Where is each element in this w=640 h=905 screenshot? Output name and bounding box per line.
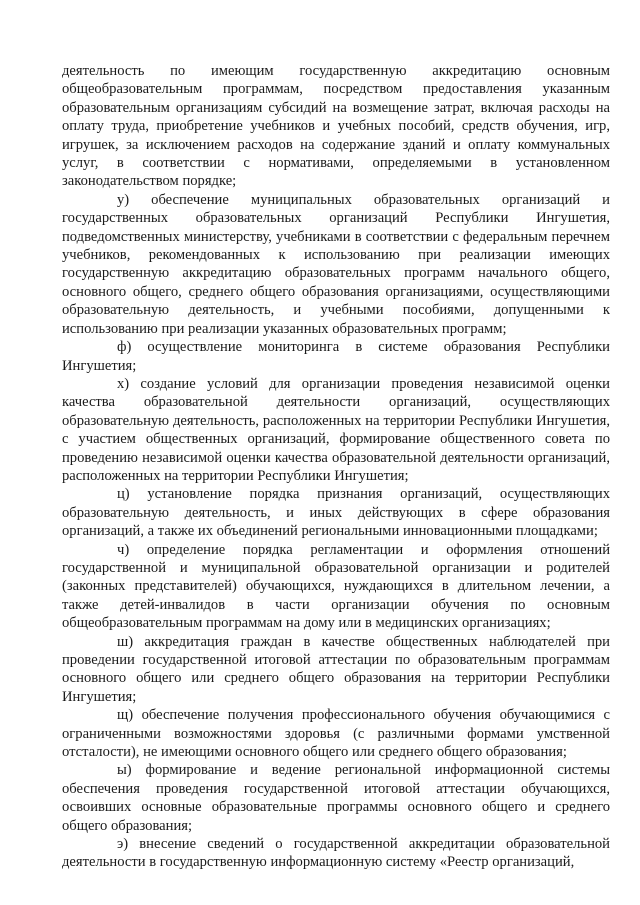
paragraph-item-ch: ч) определение порядка регламентации и оформления отношений государственной и муниципальной образовательной организации и родителей (законных представителей) обучающихся, нуждающихся в длительном лечении, а также детей-инвалидов в части организации обучения по основным общеобразовательным программам на дому или в медицинских организациях; <box>62 541 610 632</box>
document-body <box>62 62 610 872</box>
paragraph-continuation: деятельность по имеющим государственную аккредитацию основным общеобразовательным программам, посредством предоставления указанным образовательным организациям субсидий на возмещение затрат, включая расходы на оплату труда, приобретение учебников и учебных пособий, средств обучения, игр, игрушек, за исключением расходов на содержание зданий и оплату коммунальных услуг, в соответствии с нормативами, определяемыми в установленном законодательством порядке; <box>62 63 610 190</box>
paragraph-item-f: ф) осуществление мониторинга в системе образования Республики Ингушетия; <box>62 339 610 374</box>
paragraph-item-e: э) внесение сведений о государственной аккредитации образовательной деятельности в государственную информационную систему «Реестр организаций, <box>62 836 610 871</box>
paragraph-item-kh: х) создание условий для организации проведения независимой оценки качества образовательной деятельности организаций, осуществляющих образовательную деятельность, расположенных на территории Республики Ингушетия, с участием общественных организаций, формирование общественного совета по проведению независимой оценки качества образовательной деятельности организаций, расположенных на территории Республики Ингушетия; <box>62 375 610 484</box>
paragraph-item-shch: щ) обеспечение получения профессионального обучения обучающимися с ограниченными возможностями здоровья (с различными формами умственной отсталости), не имеющими основного общего или среднего общего образования; <box>62 707 610 761</box>
paragraph-item-sh: ш) аккредитация граждан в качестве общественных наблюдателей при проведении государственной итоговой аттестации по образовательным программам основного общего или среднего общего образования на территории Республики Ингушетия; <box>62 633 610 705</box>
paragraph-item-y: ы) формирование и ведение региональной информационной системы обеспечения проведения государственной итоговой аттестации обучающихся, освоивших основные образовательные программы основного общего и среднего общего образования; <box>62 762 610 834</box>
paragraph-item-ts: ц) установление порядка признания организаций, осуществляющих образовательную деятельность, и иных действующих в сфере образования организаций, а также их объединений региональными инновационными площадками; <box>62 486 610 540</box>
paragraph-item-u: у) обеспечение муниципальных образовательных организаций и государственных образовательных организаций Республики Ингушетия, подведомственных министерству, учебниками в соответствии с федеральным перечнем учебников, рекомендованных к использованию при реализации имеющих государственную аккредитацию образовательных программ начального общего, основного общего, среднего общего образования организациями, осуществляющими образовательную деятельность, и учебными пособиями, допущенными к использованию при реализации указанных образовательных программ; <box>62 191 610 337</box>
